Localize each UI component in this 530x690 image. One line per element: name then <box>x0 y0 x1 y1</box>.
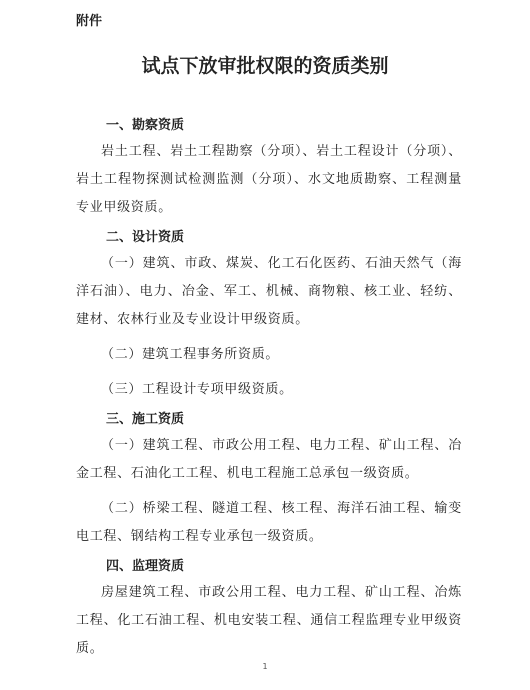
document-body <box>76 117 462 670</box>
body-paragraph: （一）建筑工程、市政公用工程、电力工程、矿山工程、冶金工程、石油化工工程、机电工程施工总承包一级资质。 <box>76 438 462 481</box>
body-paragraph: （一）建筑、市政、煤炭、化工石化医药、石油天然气（海洋石油）、电力、冶金、军工、机械、商物粮、核工业、轻纺、建材、农林行业及专业设计甲级资质。 <box>76 256 462 327</box>
section-heading: 二、设计资质 <box>106 230 185 245</box>
body-paragraph: （二）桥梁工程、隧道工程、核工程、海洋石油工程、输变电工程、钢结构工程专业承包一级资质。 <box>76 501 462 544</box>
body-paragraph: 岩土工程、岩土工程勘察（分项）、岩土工程设计（分项）、岩土工程物探测试检测监测（分项）、水文地质勘察、工程测量专业甲级资质。 <box>76 144 462 215</box>
page-number: 1 <box>262 662 268 671</box>
document-title: 试点下放审批权限的资质类别 <box>141 55 389 77</box>
section-heading: 四、监理资质 <box>106 559 185 574</box>
body-paragraph: （三）工程设计专项甲级资质。 <box>101 382 293 397</box>
body-paragraph: （二）建筑工程事务所资质。 <box>101 347 280 362</box>
section-construction-qualification <box>76 411 462 551</box>
section-survey-qualification <box>76 117 462 222</box>
section-heading: 三、施工资质 <box>106 412 185 427</box>
section-supervision-qualification <box>76 558 462 663</box>
body-paragraph: 房屋建筑工程、市政公用工程、电力工程、矿山工程、冶炼工程、化工石油工程、机电安装工程、通信工程监理专业甲级资质。 <box>76 585 462 656</box>
attachment-label: 附件 <box>76 14 103 29</box>
section-heading: 一、勘察资质 <box>106 118 185 133</box>
section-design-qualification <box>76 229 462 404</box>
